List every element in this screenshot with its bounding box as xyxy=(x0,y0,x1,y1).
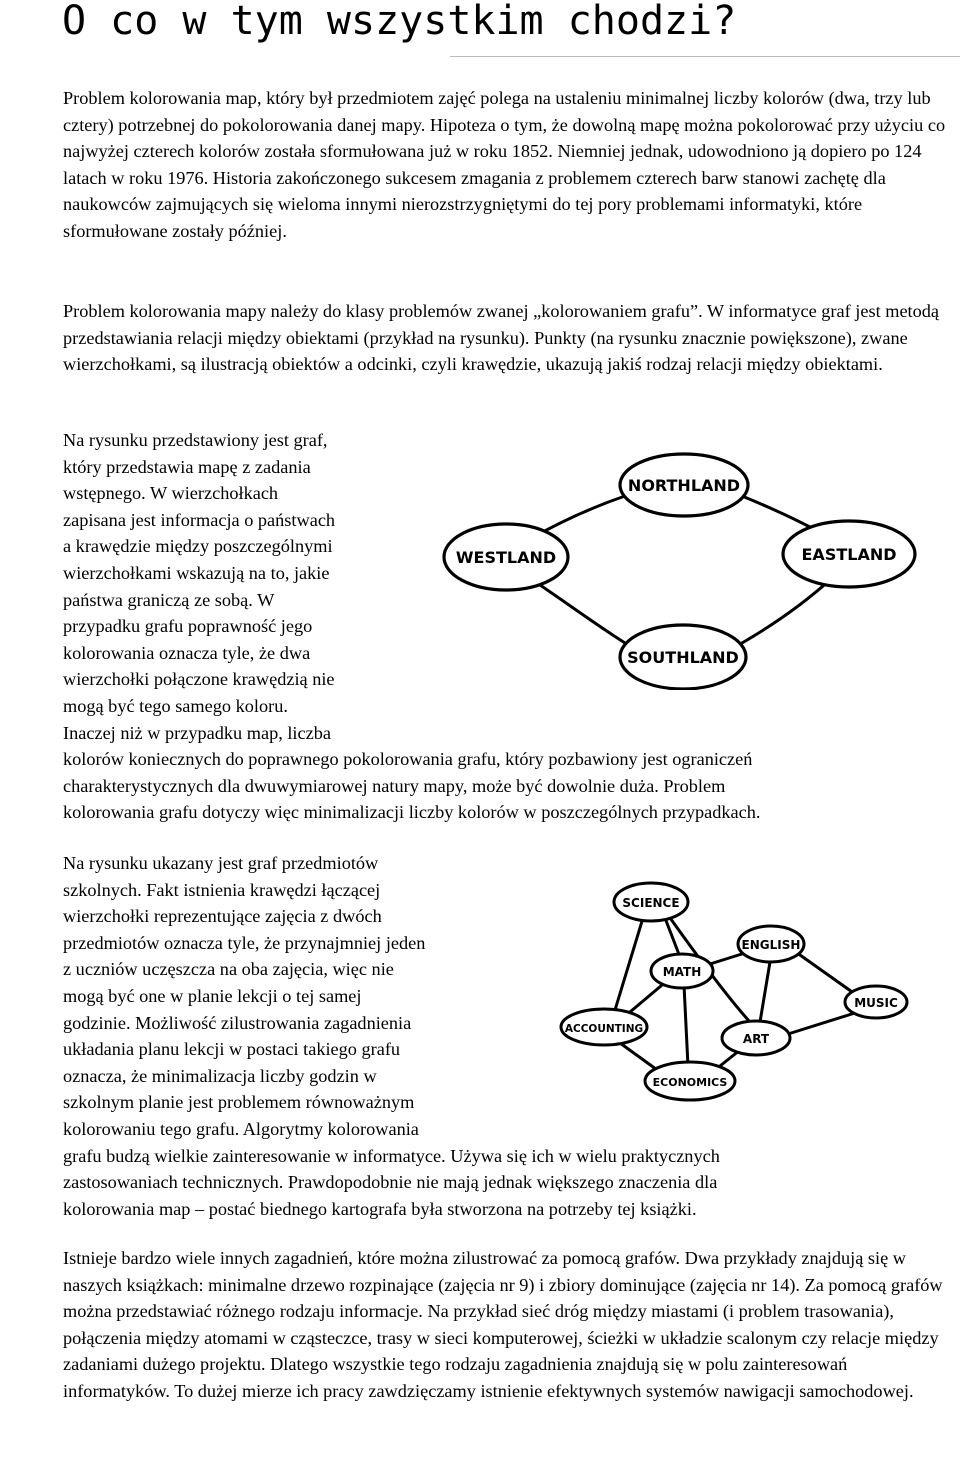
page-title: O co w tym wszystkim chodzi? xyxy=(62,0,737,44)
text-line: z uczniów uczęszcza na oba zajęcia, więc nie xyxy=(63,959,394,980)
text-line: państwa graniczą ze sobą. W xyxy=(63,589,275,610)
edge-westland-southland xyxy=(528,577,625,643)
paragraph-graph-definition: Problem kolorowania mapy należy do klasy problemów zwanej „kolorowaniem grafu”. W informatyce graf jest metodą przedstawiania relacji między obiektami (przykład na rysunku). Punkty (na rysunku znacznie powiększone), zwane wierzchołkami, są ilustracją obiektów a odcinki, czyli krawędzie, ukazują jakiś rodzaj relacji między obiektami. xyxy=(63,301,940,375)
edge-science-accounting xyxy=(615,918,643,1010)
text-line: kolorowania map – postać biednego kartografa była stworzona na potrzeby tej książki. xyxy=(63,1198,697,1219)
node-label: ACCOUNTING xyxy=(564,1023,644,1035)
paragraph-other-applications: Istnieje bardzo wiele innych zagadnień, które można zilustrować za pomocą grafów. Dwa przykłady znajdują się w naszych książkach: minimalne drzewo rozpinające (zajęcia nr 9) i zbiory dominujące (zajęcia nr 14). Za pomocą grafów można przedstawiać różnego rodzaju informacje. Na przykład sieć dróg między miastami (i problem trasowania), połączenia między atomami w cząsteczce, trasy w sieci komputerowej, ścieżki w układzie scalonym czy relacje między zadaniami dużego projektu. Dlatego wszystkie tego rodzaju zagadnienia znajdują się w polu zainteresowań informatyków. To dużej mierze ich pracy zawdzięczamy istnienie efektywnych systemów nawigacji samochodowej. xyxy=(63,1248,943,1401)
text-line: Na rysunku ukazany jest graf przedmiotów xyxy=(63,853,379,873)
text-line: zastosowaniach technicznych. Prawdopodobnie nie mają jednak większego znaczenia dla xyxy=(63,1172,718,1193)
edge-accounting-economics xyxy=(620,1043,660,1072)
edge-math-economics xyxy=(684,985,688,1066)
text-line: kolorów koniecznych do poprawnego pokolorowania grafu, który pozbawiony jest ograniczeń xyxy=(63,749,753,770)
node-label: ECONOMICS xyxy=(652,1076,728,1089)
text-line: wierzchołki połączone krawędzią nie xyxy=(63,669,335,690)
edge-english-music xyxy=(800,955,855,994)
node-label: NORTHLAND xyxy=(627,476,741,495)
text-line: wierzchołkami wskazują na to, jakie xyxy=(63,562,330,583)
title-rule xyxy=(450,56,960,57)
node-label: ART xyxy=(742,1032,770,1046)
edge-english-math xyxy=(710,953,745,964)
edge-music-art xyxy=(788,1012,858,1034)
text-line: przedmiotów oznacza tyle, że przynajmniej jeden xyxy=(63,932,426,953)
text-line: układania planu lekcji w postaci takiego grafu xyxy=(63,1039,401,1060)
text-line: który przedstawia mapę z zadania xyxy=(63,456,311,477)
text-line: kolorowania oznacza tyle, że dwa xyxy=(63,642,311,663)
text-line: mogą być tego samego koloru. xyxy=(63,695,288,716)
node-label: SOUTHLAND xyxy=(627,648,739,667)
paragraph-intro: Problem kolorowania map, który był przedmiotem zajęć polega na ustaleniu minimalnej liczby kolorów (dwa, trzy lub cztery) potrzebnej do pokolorowania danej mapy. Hipoteza o tym, że dowolną mapę można pokolorować przy użyciu co najwyżej czterech kolorów została sformułowana już w roku 1852. Niemniej jednak, udowodniono ją dopiero po 124 latach w roku 1976. Historia zakończonego sukcesem zmagania z problemem czterech barw stanowi zachętę dla naukowców zajmujących się wieloma innymi nierozstrzygniętymi do tej pory problemami informatyki, które sformułowane zostały później. xyxy=(63,88,946,241)
node-label: ENGLISH xyxy=(741,938,801,952)
text-line: kolorowania grafu dotyczy więc minimalizacji liczby kolorów w poszczególnych przypadkach. xyxy=(63,802,761,823)
edge-english-art xyxy=(760,962,770,1022)
text-line: kolorowaniu tego grafu. Algorytmy kolorowania xyxy=(63,1118,419,1139)
text-line: charakterystycznych dla dwuwymiarowej natury mapy, może być dowolnie duża. Problem xyxy=(63,775,726,796)
edge-eastland-southland xyxy=(742,578,832,643)
text-line: przypadku grafu poprawność jego xyxy=(63,616,313,637)
text-line: mogą być one w planie lekcji o tej samej xyxy=(63,985,362,1006)
text-line: oznacza, że minimalizacja liczby godzin w xyxy=(63,1065,377,1086)
node-label: EASTLAND xyxy=(801,545,897,564)
node-label: MUSIC xyxy=(854,996,898,1010)
text-line: zapisana jest informacja o państwach xyxy=(63,509,336,530)
map-graph-figure xyxy=(440,450,930,690)
text-line: szkolnym planie jest problemem równoważnym xyxy=(63,1092,415,1113)
node-label: WESTLAND xyxy=(455,548,557,567)
text-line: grafu budzą wielkie zainteresowanie w informatyce. Używa się ich w wielu praktycznych xyxy=(63,1145,720,1166)
node-label: MATH xyxy=(662,965,702,979)
node-label: SCIENCE xyxy=(622,896,680,910)
text-line: wierzchołki reprezentujące zajęcia z dwóch xyxy=(63,906,382,927)
text-line: wstępnego. W wierzchołkach xyxy=(63,483,279,504)
school-graph-figure xyxy=(550,870,920,1110)
text-line: szkolnych. Fakt istnienia krawędzi łączącej xyxy=(63,879,381,900)
text-line: Inaczej niż w przypadku map, liczba xyxy=(63,722,331,743)
text-line: godzinie. Możliwość zilustrowania zagadnienia xyxy=(63,1012,412,1033)
text-line: a krawędzie między poszczególnymi xyxy=(63,536,333,557)
text-line: Na rysunku przedstawiony jest graf, xyxy=(63,430,328,450)
